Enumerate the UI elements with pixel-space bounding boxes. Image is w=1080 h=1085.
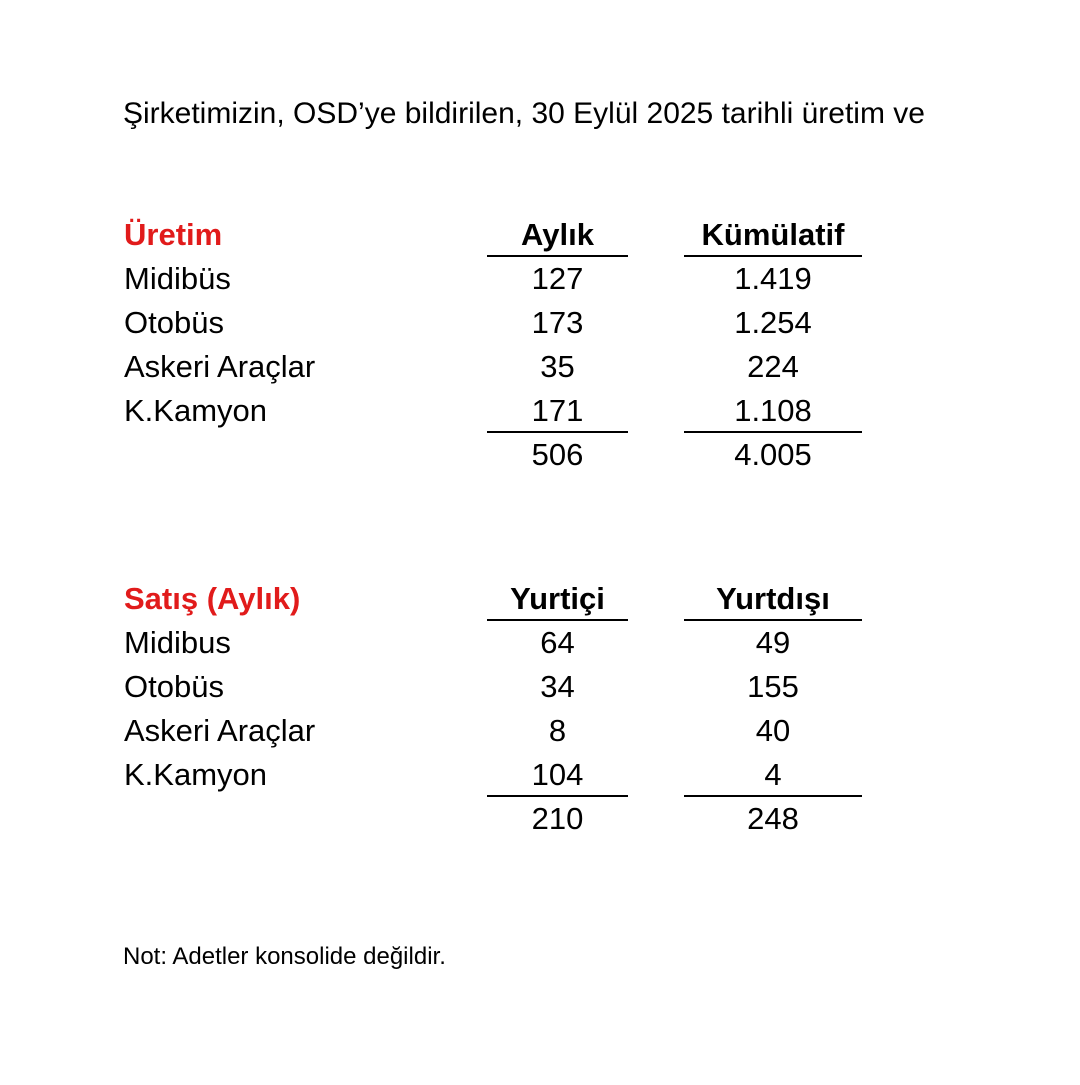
- row-label: Otobüs: [124, 305, 224, 340]
- domestic-value: 64: [540, 625, 575, 660]
- sales-domestic-header: Yurtiçi: [510, 581, 605, 616]
- production-cumulative-header: Kümülatif: [701, 217, 845, 252]
- production-monthly-header: Aylık: [521, 217, 594, 252]
- total-row: [124, 797, 884, 841]
- row-label: Askeri Araçlar: [124, 713, 316, 748]
- table-row: [124, 257, 884, 301]
- production-title: Üretim: [124, 217, 223, 252]
- cumulative-value: 1.254: [734, 305, 812, 340]
- sales-title: Satış (Aylık): [124, 581, 301, 616]
- total-row: [124, 433, 884, 477]
- sales-export-header: Yurtdışı: [716, 581, 830, 616]
- production-table: [124, 213, 884, 477]
- cumulative-value: 1.108: [734, 393, 812, 428]
- intro-text: Şirketimizin, OSD’ye bildirilen, 30 Eylül 2025 tarihli üretim ve: [123, 97, 925, 130]
- cumulative-value: 224: [747, 349, 799, 384]
- table-row: [124, 753, 884, 797]
- table-row: [124, 709, 884, 753]
- row-label: K.Kamyon: [124, 757, 268, 792]
- sales-header-row: [124, 577, 884, 621]
- export-value: 49: [755, 625, 791, 660]
- monthly-value: 127: [531, 261, 584, 296]
- domestic-value: 8: [548, 713, 567, 748]
- domestic-value: 104: [531, 757, 584, 792]
- production-header-row: [124, 213, 884, 257]
- sales-table: [124, 577, 884, 841]
- monthly-value: 35: [540, 349, 575, 384]
- row-label: Midibüs: [124, 261, 231, 296]
- cumulative-total: 4.005: [734, 437, 812, 472]
- monthly-value: 173: [531, 305, 584, 340]
- export-value: 40: [755, 713, 791, 748]
- export-total: 248: [747, 801, 799, 836]
- monthly-value: 171: [531, 393, 584, 428]
- table-row: [124, 665, 884, 709]
- domestic-total: 210: [531, 801, 584, 836]
- export-value: 4: [764, 757, 782, 792]
- row-label: K.Kamyon: [124, 393, 268, 428]
- export-value: 155: [747, 669, 799, 704]
- table-row: [124, 389, 884, 433]
- monthly-total: 506: [531, 437, 584, 472]
- table-row: [124, 621, 884, 665]
- domestic-value: 34: [540, 669, 575, 704]
- row-label: Askeri Araçlar: [124, 349, 316, 384]
- cumulative-value: 1.419: [734, 261, 812, 296]
- table-row: [124, 345, 884, 389]
- row-label: Otobüs: [124, 669, 224, 704]
- footnote: Not: Adetler konsolide değildir.: [123, 943, 446, 970]
- table-row: [124, 301, 884, 345]
- row-label: Midibus: [124, 625, 231, 660]
